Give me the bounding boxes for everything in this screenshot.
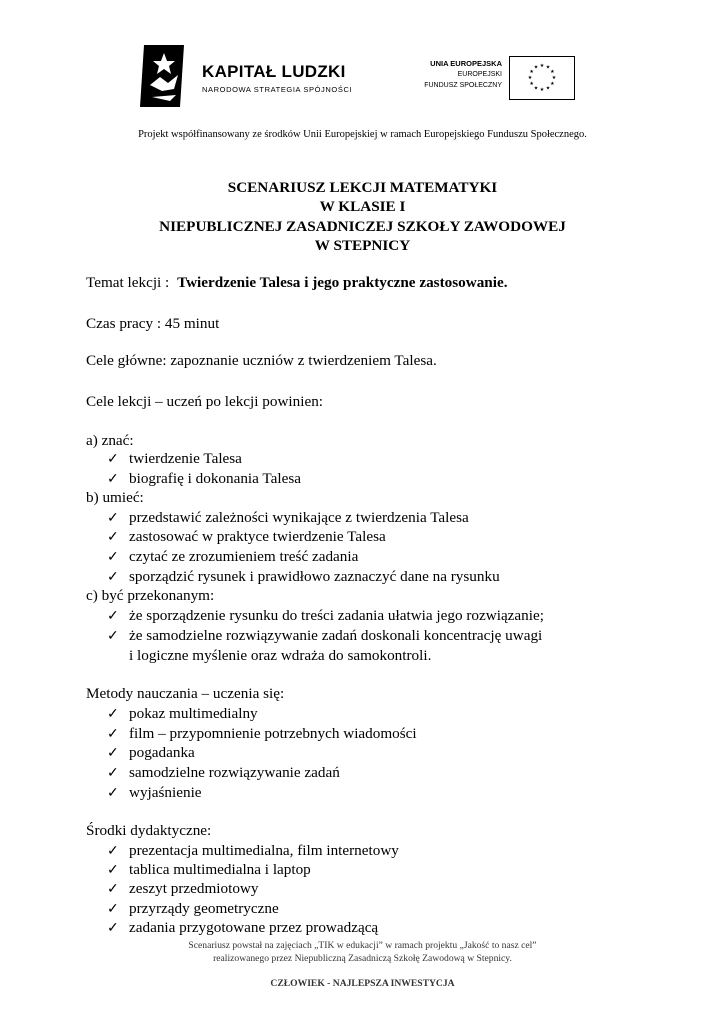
title-line: W KLASIE I	[319, 198, 406, 216]
list-item: tablica multimedialna i laptop	[129, 861, 311, 878]
svg-text:★: ★	[533, 64, 539, 71]
checkmark-icon: ✓	[107, 472, 119, 487]
list-item: sporządzić rysunek i prawidłowo zaznaczyć dane na rysunku	[129, 568, 500, 585]
list-item: zeszyt przedmiotowy	[129, 880, 259, 897]
list-item: że samodzielne rozwiązywanie zadań doskonali koncentrację uwagi	[129, 627, 543, 644]
ue-line3: FUNDUSZ SPOŁECZNY	[424, 82, 502, 89]
list-item: zadania przygotowane przez prowadzącą	[129, 919, 379, 936]
ue-line1: UNIA EUROPEJSKA	[430, 59, 502, 68]
list-item: że sporządzenie rysunku do treści zadania ułatwia jego rozwiązanie;	[129, 607, 544, 624]
eu-flag-icon	[509, 56, 575, 100]
checkmark-icon: ✓	[107, 707, 119, 722]
svg-text:★: ★	[527, 75, 533, 81]
list-item: film – przypomnienie potrzebnych wiadomości	[129, 725, 417, 742]
list-item: pogadanka	[129, 744, 195, 761]
title-line: W STEPNICY	[314, 236, 411, 254]
document-title	[0, 178, 725, 255]
kl-subtitle: NARODOWA STRATEGIA SPÓJNOŚCI	[202, 85, 353, 94]
checkmark-icon: ✓	[107, 766, 119, 781]
checkmark-icon: ✓	[107, 844, 119, 859]
checkmark-icon: ✓	[107, 746, 119, 761]
checkmark-icon: ✓	[107, 882, 119, 897]
list-item: zastosować w praktyce twierdzenie Talesa	[129, 528, 386, 545]
section-b-label: b) umieć:	[86, 489, 144, 506]
checkmark-icon: ✓	[107, 570, 119, 585]
topic-line	[86, 274, 508, 292]
list-item: wyjaśnienie	[129, 784, 202, 801]
svg-text:★: ★	[550, 69, 555, 75]
checkmark-icon: ✓	[107, 902, 119, 917]
list-item: biografię i dokonania Talesa	[129, 470, 301, 487]
checkmark-icon: ✓	[107, 550, 119, 565]
ue-line2: EUROPEJSKI	[457, 71, 502, 78]
svg-text:★: ★	[550, 81, 555, 87]
list-item: przedstawić zależności wynikające z twierdzenia Talesa	[129, 509, 469, 526]
means-label: Środki dydaktyczne:	[86, 822, 212, 839]
svg-text:★: ★	[539, 63, 545, 69]
eu-logo	[408, 56, 576, 100]
list-item: czytać ze zrozumieniem treść zadania	[129, 548, 359, 565]
list-item: prezentacja multimedialna, film internetowy	[129, 842, 399, 859]
svg-text:★: ★	[529, 69, 534, 75]
svg-text:★: ★	[539, 87, 545, 93]
cofinancing-note: Projekt współfinansowany ze środków Unii Europejskiej w ramach Europejskiego Funduszu Społecznego.	[138, 129, 587, 140]
footer-note-line1: Scenariusz powstał na zajęciach „TIK w edukacji” w ramach projektu „Jakość to nasz cel”	[188, 940, 537, 951]
topic-value: Twierdzenie Talesa i jego praktyczne zastosowanie.	[177, 274, 508, 291]
checkmark-icon: ✓	[107, 863, 119, 878]
checkmark-icon: ✓	[107, 609, 119, 624]
checkmark-icon: ✓	[107, 530, 119, 545]
list-item: twierdzenie Talesa	[129, 450, 242, 467]
kapital-ludzki-logo	[140, 45, 360, 107]
checkmark-icon: ✓	[107, 452, 119, 467]
section-a-label: a) znać:	[86, 432, 134, 449]
list-item-continuation: i logiczne myślenie oraz wdraża do samokontroli.	[129, 647, 432, 664]
section-c-label: c) być przekonanym:	[86, 587, 215, 604]
main-goals-line: Cele główne: zapoznanie uczniów z twierdzeniem Talesa.	[86, 352, 437, 369]
svg-text:★: ★	[529, 81, 534, 87]
kapital-ludzki-emblem-icon	[140, 45, 188, 107]
list-item: pokaz multimedialny	[129, 705, 258, 722]
topic-label: Temat lekcji :	[86, 274, 170, 291]
list-item: przyrządy geometryczne	[129, 900, 279, 917]
footer-note-line2: realizowanego przez Niepubliczną Zasadniczą Szkołę Zawodową w Stepnicy.	[213, 953, 512, 964]
checkmark-icon: ✓	[107, 511, 119, 526]
time-line: Czas pracy : 45 minut	[86, 315, 220, 332]
title-line: SCENARIUSZ LEKCJI MATEMATYKI	[227, 179, 498, 196]
svg-text:★: ★	[533, 85, 539, 92]
list-item: samodzielne rozwiązywanie zadań	[129, 764, 340, 781]
lesson-goals-line: Cele lekcji – uczeń po lekcji powinien:	[86, 393, 324, 410]
footer-slogan: CZŁOWIEK - NAJLEPSZA INWESTYCJA	[270, 978, 455, 989]
svg-text:★: ★	[545, 64, 551, 71]
checkmark-icon: ✓	[107, 727, 119, 742]
checkmark-icon: ✓	[107, 629, 119, 644]
svg-text:★: ★	[551, 75, 557, 81]
checkmark-icon: ✓	[107, 786, 119, 801]
title-line: NIEPUBLICZNEJ ZASADNICZEJ SZKOŁY ZAWODOWEJ	[159, 217, 566, 235]
checkmark-icon: ✓	[107, 921, 119, 936]
methods-label: Metody nauczania – uczenia się:	[86, 685, 285, 702]
kl-title: KAPITAŁ LUDZKI	[202, 62, 346, 81]
svg-text:★: ★	[545, 85, 551, 92]
